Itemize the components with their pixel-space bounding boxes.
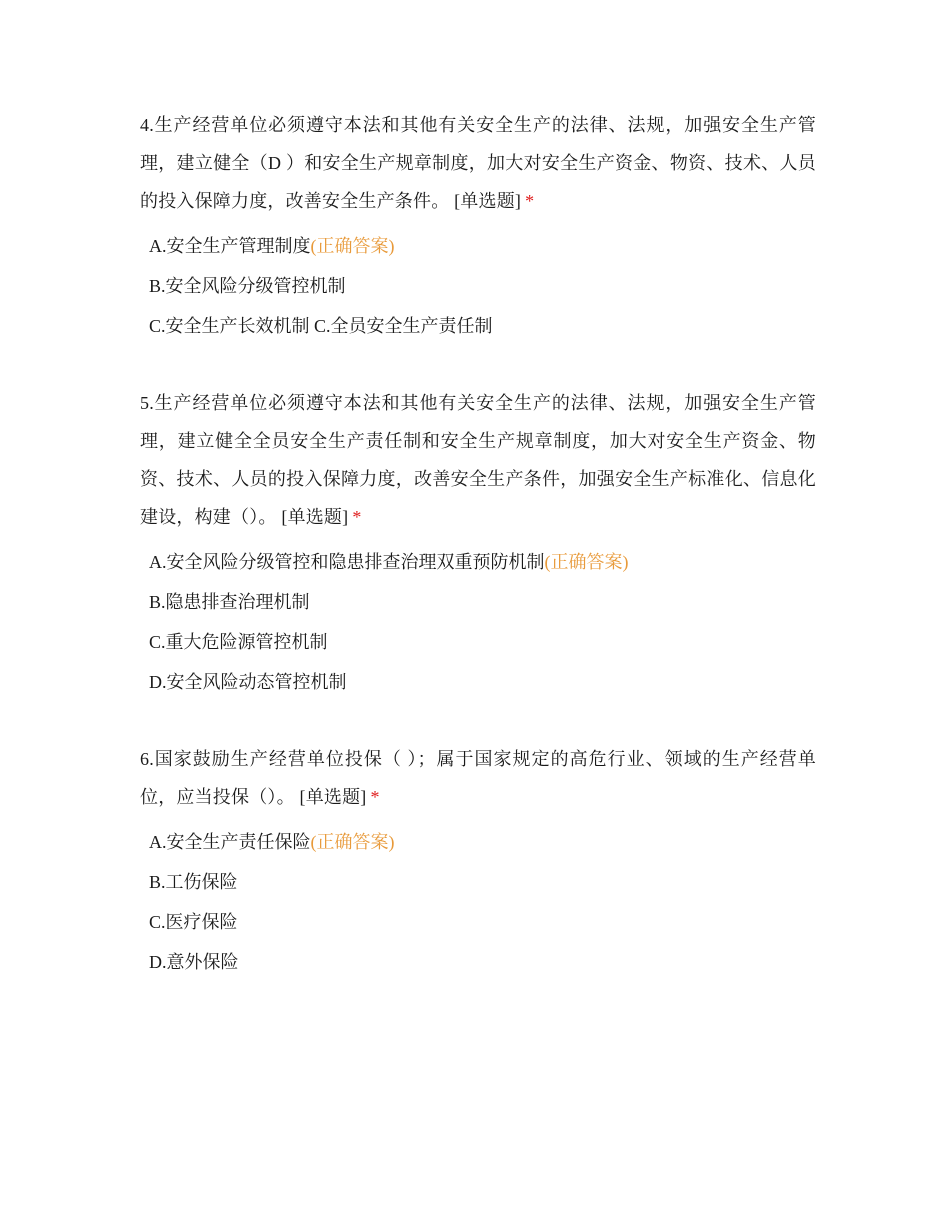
stem-text: 5.生产经营单位必须遵守本法和其他有关安全生产的法律、法规，加强安全生产管理，建立健全全员安全生产责任制和安全生产规章制度，加大对安全生产资金、物资、技术、人员的投入保障力度，改善安全生产条件，加强安全生产标准化、信息化建设，构建（）。 (140, 393, 816, 527)
question-4 (140, 106, 816, 346)
question-stem (140, 740, 816, 816)
option-a[interactable] (149, 226, 816, 266)
options-list (140, 822, 816, 982)
question-6 (140, 740, 816, 982)
option-b[interactable] (149, 862, 816, 902)
option-d[interactable] (149, 662, 816, 702)
options-list (140, 542, 816, 702)
option-c[interactable] (149, 306, 816, 346)
question-stem (140, 384, 816, 536)
stem-text: 4.生产经营单位必须遵守本法和其他有关安全生产的法律、法规，加强安全生产管理，建立健全（D ）和安全生产规章制度，加大对安全生产资金、物资、技术、人员的投入保障力度，改善安全生产条件。 (140, 115, 816, 211)
option-d[interactable] (149, 942, 816, 982)
question-type-label: [单选题] (281, 507, 349, 527)
stem-text: 6.国家鼓励生产经营单位投保（ ）；属于国家规定的高危行业、领域的生产经营单位，应当投保（）。 (140, 749, 816, 807)
option-text: A.安全生产管理制度 (149, 236, 311, 256)
document-page (140, 106, 816, 1020)
option-text: B.安全风险分级管控机制 (149, 276, 346, 296)
question-type-label: [单选题] (299, 787, 367, 807)
option-b[interactable] (149, 582, 816, 622)
option-a[interactable] (149, 822, 816, 862)
question-5 (140, 384, 816, 702)
required-mark: * (352, 507, 362, 527)
option-text: D.安全风险动态管控机制 (149, 672, 347, 692)
required-mark: * (525, 191, 535, 211)
option-text: B.隐患排查治理机制 (149, 592, 310, 612)
option-text: A.安全风险分级管控和隐患排查治理双重预防机制 (149, 552, 545, 572)
required-mark: * (370, 787, 380, 807)
option-a[interactable] (149, 542, 816, 582)
option-b[interactable] (149, 266, 816, 306)
correct-answer-mark: (正确答案) (544, 552, 629, 572)
option-text: C.医疗保险 (149, 912, 238, 932)
option-text: D.意外保险 (149, 952, 239, 972)
correct-answer-mark: (正确答案) (310, 832, 395, 852)
correct-answer-mark: (正确答案) (310, 236, 395, 256)
question-type-label: [单选题] (454, 191, 522, 211)
option-c[interactable] (149, 622, 816, 662)
options-list (140, 226, 816, 346)
option-text: C.安全生产长效机制 C.全员安全生产责任制 (149, 316, 493, 336)
option-text: C.重大危险源管控机制 (149, 632, 328, 652)
option-c[interactable] (149, 902, 816, 942)
question-stem (140, 106, 816, 220)
option-text: A.安全生产责任保险 (149, 832, 311, 852)
option-text: B.工伤保险 (149, 872, 238, 892)
